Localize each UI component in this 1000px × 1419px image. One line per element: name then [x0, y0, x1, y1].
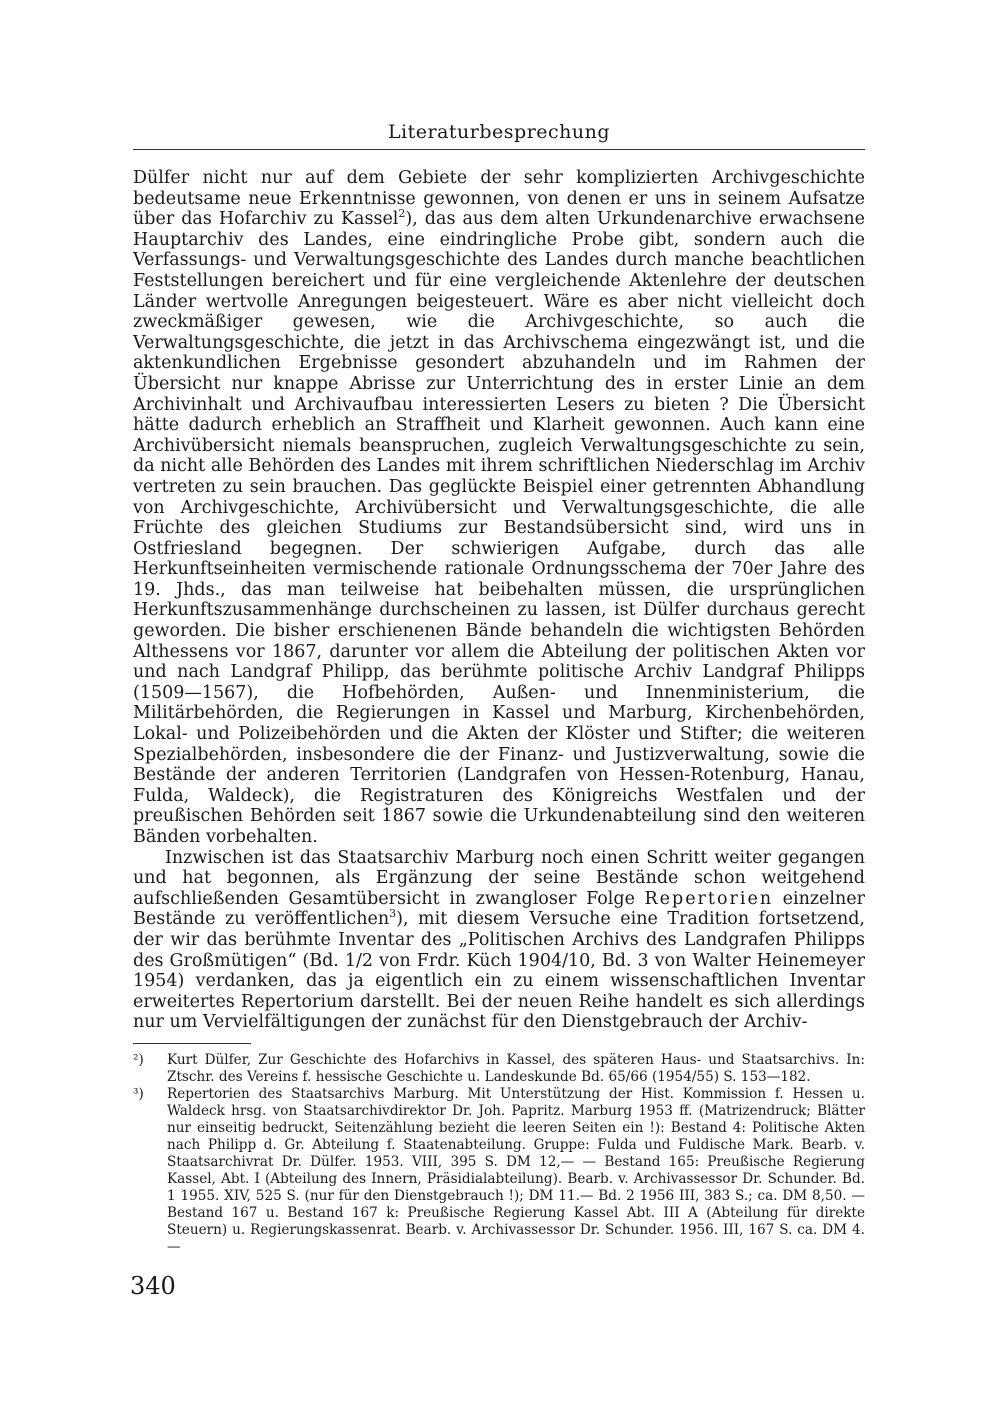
- paragraph-2: [133, 848, 865, 1033]
- paragraph-1-part-b: ), das aus dem alten Urkundenarchive erwachsene Hauptarchiv des Landes, eine eindringliche Probe gibt, sondern auch die Verfassungs- und Verwaltungsgeschichte des Landes durch manche beachtlichen Feststellungen bereichert und für eine vergleichende Aktenlehre der deutschen Länder wertvolle Anregungen beigesteuert. Wäre es aber nicht vielleicht doch zweckmäßiger gewesen, wie die Archivgeschichte, so auch die Verwaltungsgeschichte, die jetzt in das Archivschema eingezwängt ist, und die aktenkundlichen Ergebnisse gesondert abzuhandeln und im Rahmen der Übersicht nur knappe Abrisse zur Unterrichtung des in erster Linie an dem Archivinhalt und Archivaufbau interessierten Lesers zu bieten ? Die Übersicht hätte dadurch erheblich an Straffheit und Klarheit gewonnen. Auch kann eine Archivübersicht niemals beanspruchen, zugleich Verwaltungsgeschichte zu sein, da nicht alle Behörden des Landes mit ihrem schriftlichen Niederschlag im Archiv vertreten zu sein brauchen. Das geglückte Beispiel einer getrennten Abhandlung von Archivgeschichte, Archivübersicht und Verwaltungsgeschichte, die alle Früchte des gleichen Studiums zur Bestandsübersicht sind, wird uns in Ostfriesland begegnen. Der schwierigen Aufgabe, durch das alle Herkunftseinheiten vermischende rationale Ordnungsschema der 70er Jahre des 19. Jhds., das man teilweise hat beibehalten müssen, die ursprünglichen Herkunftszusammenhänge durchscheinen zu lassen, ist Dülfer durchaus gerecht geworden. Die bisher erschienenen Bände behandeln die wichtigsten Behörden Althessens vor 1867, darunter vor allem die Abteilung der politischen Akten vor und nach Landgraf Philipp, das berühmte politische Archiv Landgraf Philipps (1509—1567), die Hofbehörden, Außen- und Innenministerium, die Militärbehörden, die Regierungen in Kassel und Marburg, Kirchenbehörden, Lokal- und Polizeibehörden und die Akten der Klöster und Stifter; die weiteren Spezialbehörden, insbesondere die der Finanz- und Justizverwaltung, sowie die Bestände der anderen Territorien (Landgrafen von Hessen-Rotenburg, Hanau, Fulda, Waldeck), die Registraturen des Königreichs Westfalen und der preußischen Behörden seit 1867 sowie die Urkundenabteilung sind den weiteren Bänden vorbehalten.: [133, 209, 865, 847]
- paragraph-2-emphasis: Repertorien: [644, 888, 774, 909]
- footnote-mark: ³): [133, 1085, 144, 1102]
- body-text: [133, 168, 865, 1033]
- paragraph-2-part-c: ), mit diesem Versuche eine Tradition fortsetzend, der wir das berühmte Inventar des „Politischen Archivs des Landgrafen Philipps des Großmütigen“ (Bd. 1/2 von Frdr. Küch 1904/10, Bd. 3 von Walter Heinemeyer 1954) verdanken, das ja eigentlich ein zu einem wissenschaftlichen Inventar erweitertes Repertorium darstellt. Bei der neuen Reihe handelt es sich allerdings nur um Vervielfältigungen der zunächst für den Dienstgebrauch der Archiv-: [133, 909, 865, 1033]
- page-content: [133, 118, 865, 1256]
- running-head: Literaturbesprechung: [387, 121, 611, 143]
- footnotes: [133, 1052, 865, 1256]
- page-number: 340: [130, 1272, 176, 1300]
- paragraph-2-part-a: Inzwischen ist das Staatsarchiv Marburg noch einen Schritt weiter gegangen und hat begonnen, als Ergänzung der seine Bestände schon weitgehend aufschließenden Gesamtübersicht in zwangloser Folge: [133, 847, 865, 909]
- footnote-mark: ²): [133, 1051, 144, 1068]
- footnote-ref-2[interactable]: 2: [398, 207, 406, 221]
- footnote-3: [133, 1086, 865, 1256]
- footnote-rule: [133, 1043, 251, 1044]
- paragraph-2-part-b: einzelner Bestände zu veröffentlichen: [133, 888, 866, 930]
- header-rule: [133, 149, 865, 150]
- footnote-text: Kurt Dülfer, Zur Geschichte des Hofarchivs in Kassel, des späteren Haus- und Staatsarchivs. In: Ztschr. des Vereins f. hessische Geschichte u. Landeskunde Bd. 65/66 (1954/55) S. 153—182.: [167, 1051, 865, 1085]
- footnote-2: [133, 1052, 865, 1086]
- footnote-ref-3[interactable]: 3: [389, 907, 397, 921]
- paragraph-1-part-a: Dülfer nicht nur auf dem Gebiete der sehr komplizierten Archivgeschichte bedeutsame neue Erkenntnisse gewonnen, von denen er uns in seinem Aufsatze über das Hofarchiv zu Kassel: [133, 168, 865, 230]
- paragraph-1: [133, 168, 865, 848]
- footnote-text: Repertorien des Staatsarchivs Marburg. Mit Unterstützung der Hist. Kommission f. Hessen u. Waldeck hrsg. von Staatsarchivdirektor Dr. Joh. Papritz. Marburg 1953 ff. (Matrizendruck; Blätter nur einseitig bedruckt, Seitenzählung bezieht die leeren Seiten ein !): Bestand 4: Politische Akten nach Philipp d. Gr. Abteilung f. Staatenabteilung. Gruppe: Fulda und Fuldische Mark. Bearb. v. Staatsarchivrat Dr. Dülfer. 1953. VIII, 395 S. DM 12,— — Bestand 165: Preußische Regierung Kassel, Abt. I (Abteilung des Innern, Präsidialabteilung). Bearb. v. Archivassessor Dr. Schunder. Bd. 1 1955. XIV, 525 S. (nur für den Dienstgebrauch !); DM 11.— Bd. 2 1956 III, 383 S.; ca. DM 8,50. — Bestand 167 u. Bestand 167 k: Preußische Regierung Kassel Abt. III A (Abteilung für direkte Steuern) u. Regierungskassenrat. Bearb. v. Archivassessor Dr. Schunder. 1956. III, 167 S. ca. DM 4.—: [167, 1085, 865, 1255]
